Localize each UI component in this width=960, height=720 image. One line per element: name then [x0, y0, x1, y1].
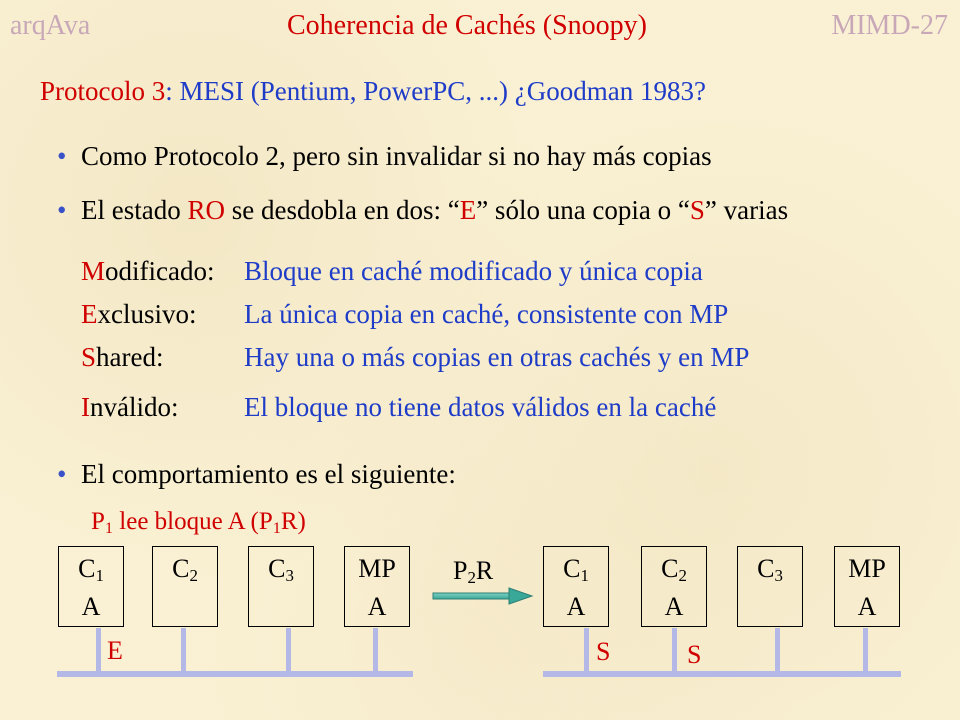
state-label: xclusivo:	[97, 299, 197, 329]
cache-box-c3	[248, 546, 314, 627]
bus-tap	[181, 628, 186, 674]
bus-left	[57, 671, 413, 677]
box-sub: 2	[189, 566, 198, 586]
cache-box-c1	[543, 546, 609, 627]
slide-title: Coherencia de Cachés (Snoopy)	[287, 10, 647, 41]
state-description: Hay una o más copias en otras cachés y en MP	[244, 342, 750, 372]
box-sub: 1	[580, 566, 589, 586]
transition-label	[453, 556, 493, 588]
slide-number: MIMD-27	[831, 10, 948, 41]
bullet-3-text: El comportamiento es el siguiente:	[81, 459, 456, 489]
bullet-2-post: ” varias	[704, 195, 789, 225]
example-title-pre: P	[91, 508, 105, 535]
box-content: A	[857, 592, 877, 622]
box-name-text: MP	[848, 554, 886, 583]
box-name-text: C	[563, 554, 581, 583]
bullet-dot-icon: •	[57, 459, 67, 489]
box-sub: 3	[285, 566, 294, 586]
bullet-2-ro: RO	[187, 195, 225, 225]
state-initial: I	[81, 392, 90, 422]
box-content: A	[566, 592, 586, 622]
box-name	[249, 553, 313, 591]
bus-tap	[775, 628, 780, 674]
box-content: A	[664, 592, 684, 622]
state-description: La única copia en caché, consistente con MP	[244, 299, 729, 329]
bullet-2-s: S	[689, 195, 705, 225]
transition-p: P	[453, 556, 468, 585]
transition-sub: 2	[467, 568, 476, 588]
transition-r: R	[475, 556, 494, 585]
example-title-sub: 1	[104, 519, 114, 538]
cache-box-c3	[737, 546, 803, 627]
box-name-text: C	[757, 554, 775, 583]
state-initial: E	[81, 299, 98, 329]
example-title-sub2: 1	[272, 519, 281, 538]
box-sub: 2	[678, 566, 687, 586]
state-description: El bloque no tiene datos válidos en la caché	[244, 392, 717, 422]
cache-box-c2	[641, 546, 707, 627]
box-name	[835, 553, 899, 591]
example-title-post: R)	[280, 508, 306, 535]
memory-box-mp	[344, 546, 410, 627]
box-content: A	[367, 592, 387, 622]
box-name-text: C	[78, 554, 96, 583]
box-name	[345, 553, 409, 591]
state-label: hared:	[96, 342, 164, 372]
box-name-text: C	[268, 554, 286, 583]
bus-tap	[863, 628, 868, 674]
bullet-2-e: E	[459, 195, 477, 225]
box-name-text: C	[172, 554, 190, 583]
protocol-text: : MESI (Pentium, PowerPC, ...) ¿Goodman 1983?	[165, 76, 706, 106]
bullet-2-mid2: ” sólo una copia o “	[476, 195, 690, 225]
bullet-dot-icon: •	[57, 141, 67, 171]
state-marker: E	[107, 636, 123, 665]
box-name	[544, 553, 608, 591]
memory-box-mp	[834, 546, 900, 627]
cache-box-c2	[152, 546, 218, 627]
bus-tap	[96, 628, 101, 674]
state-initial: S	[81, 342, 97, 372]
box-sub: 3	[774, 566, 783, 586]
bullet-dot-icon: •	[57, 195, 67, 225]
cache-box-c1	[58, 546, 124, 627]
course-label: arqAva	[10, 10, 91, 41]
box-name-text: C	[661, 554, 679, 583]
bullet-2-pre: El estado	[81, 195, 188, 225]
state-label: nválido:	[90, 392, 179, 422]
box-name	[59, 553, 123, 591]
protocol-label: Protocolo 3	[40, 76, 166, 106]
box-content: A	[81, 592, 101, 622]
box-name	[738, 553, 802, 591]
bus-tap	[373, 628, 378, 674]
arrow-right-icon	[433, 588, 532, 604]
state-marker: S	[687, 640, 702, 669]
state-marker: S	[596, 637, 611, 666]
state-initial: M	[81, 256, 106, 286]
bus-tap	[672, 628, 677, 674]
state-description: Bloque en caché modificado y única copia	[244, 256, 703, 286]
bullet-1-text: Como Protocolo 2, pero sin invalidar si no hay más copias	[81, 141, 712, 171]
box-sub: 1	[95, 566, 104, 586]
bus-right	[543, 671, 901, 677]
bus-tap	[584, 628, 589, 674]
bullet-2-mid1: se desdobla en dos: “	[225, 195, 460, 225]
box-name-text: MP	[358, 554, 396, 583]
state-label: odificado:	[105, 256, 215, 286]
example-title-mid: lee bloque A (P	[113, 508, 273, 535]
box-name	[153, 553, 217, 591]
bus-tap	[286, 628, 291, 674]
box-name	[642, 553, 706, 591]
